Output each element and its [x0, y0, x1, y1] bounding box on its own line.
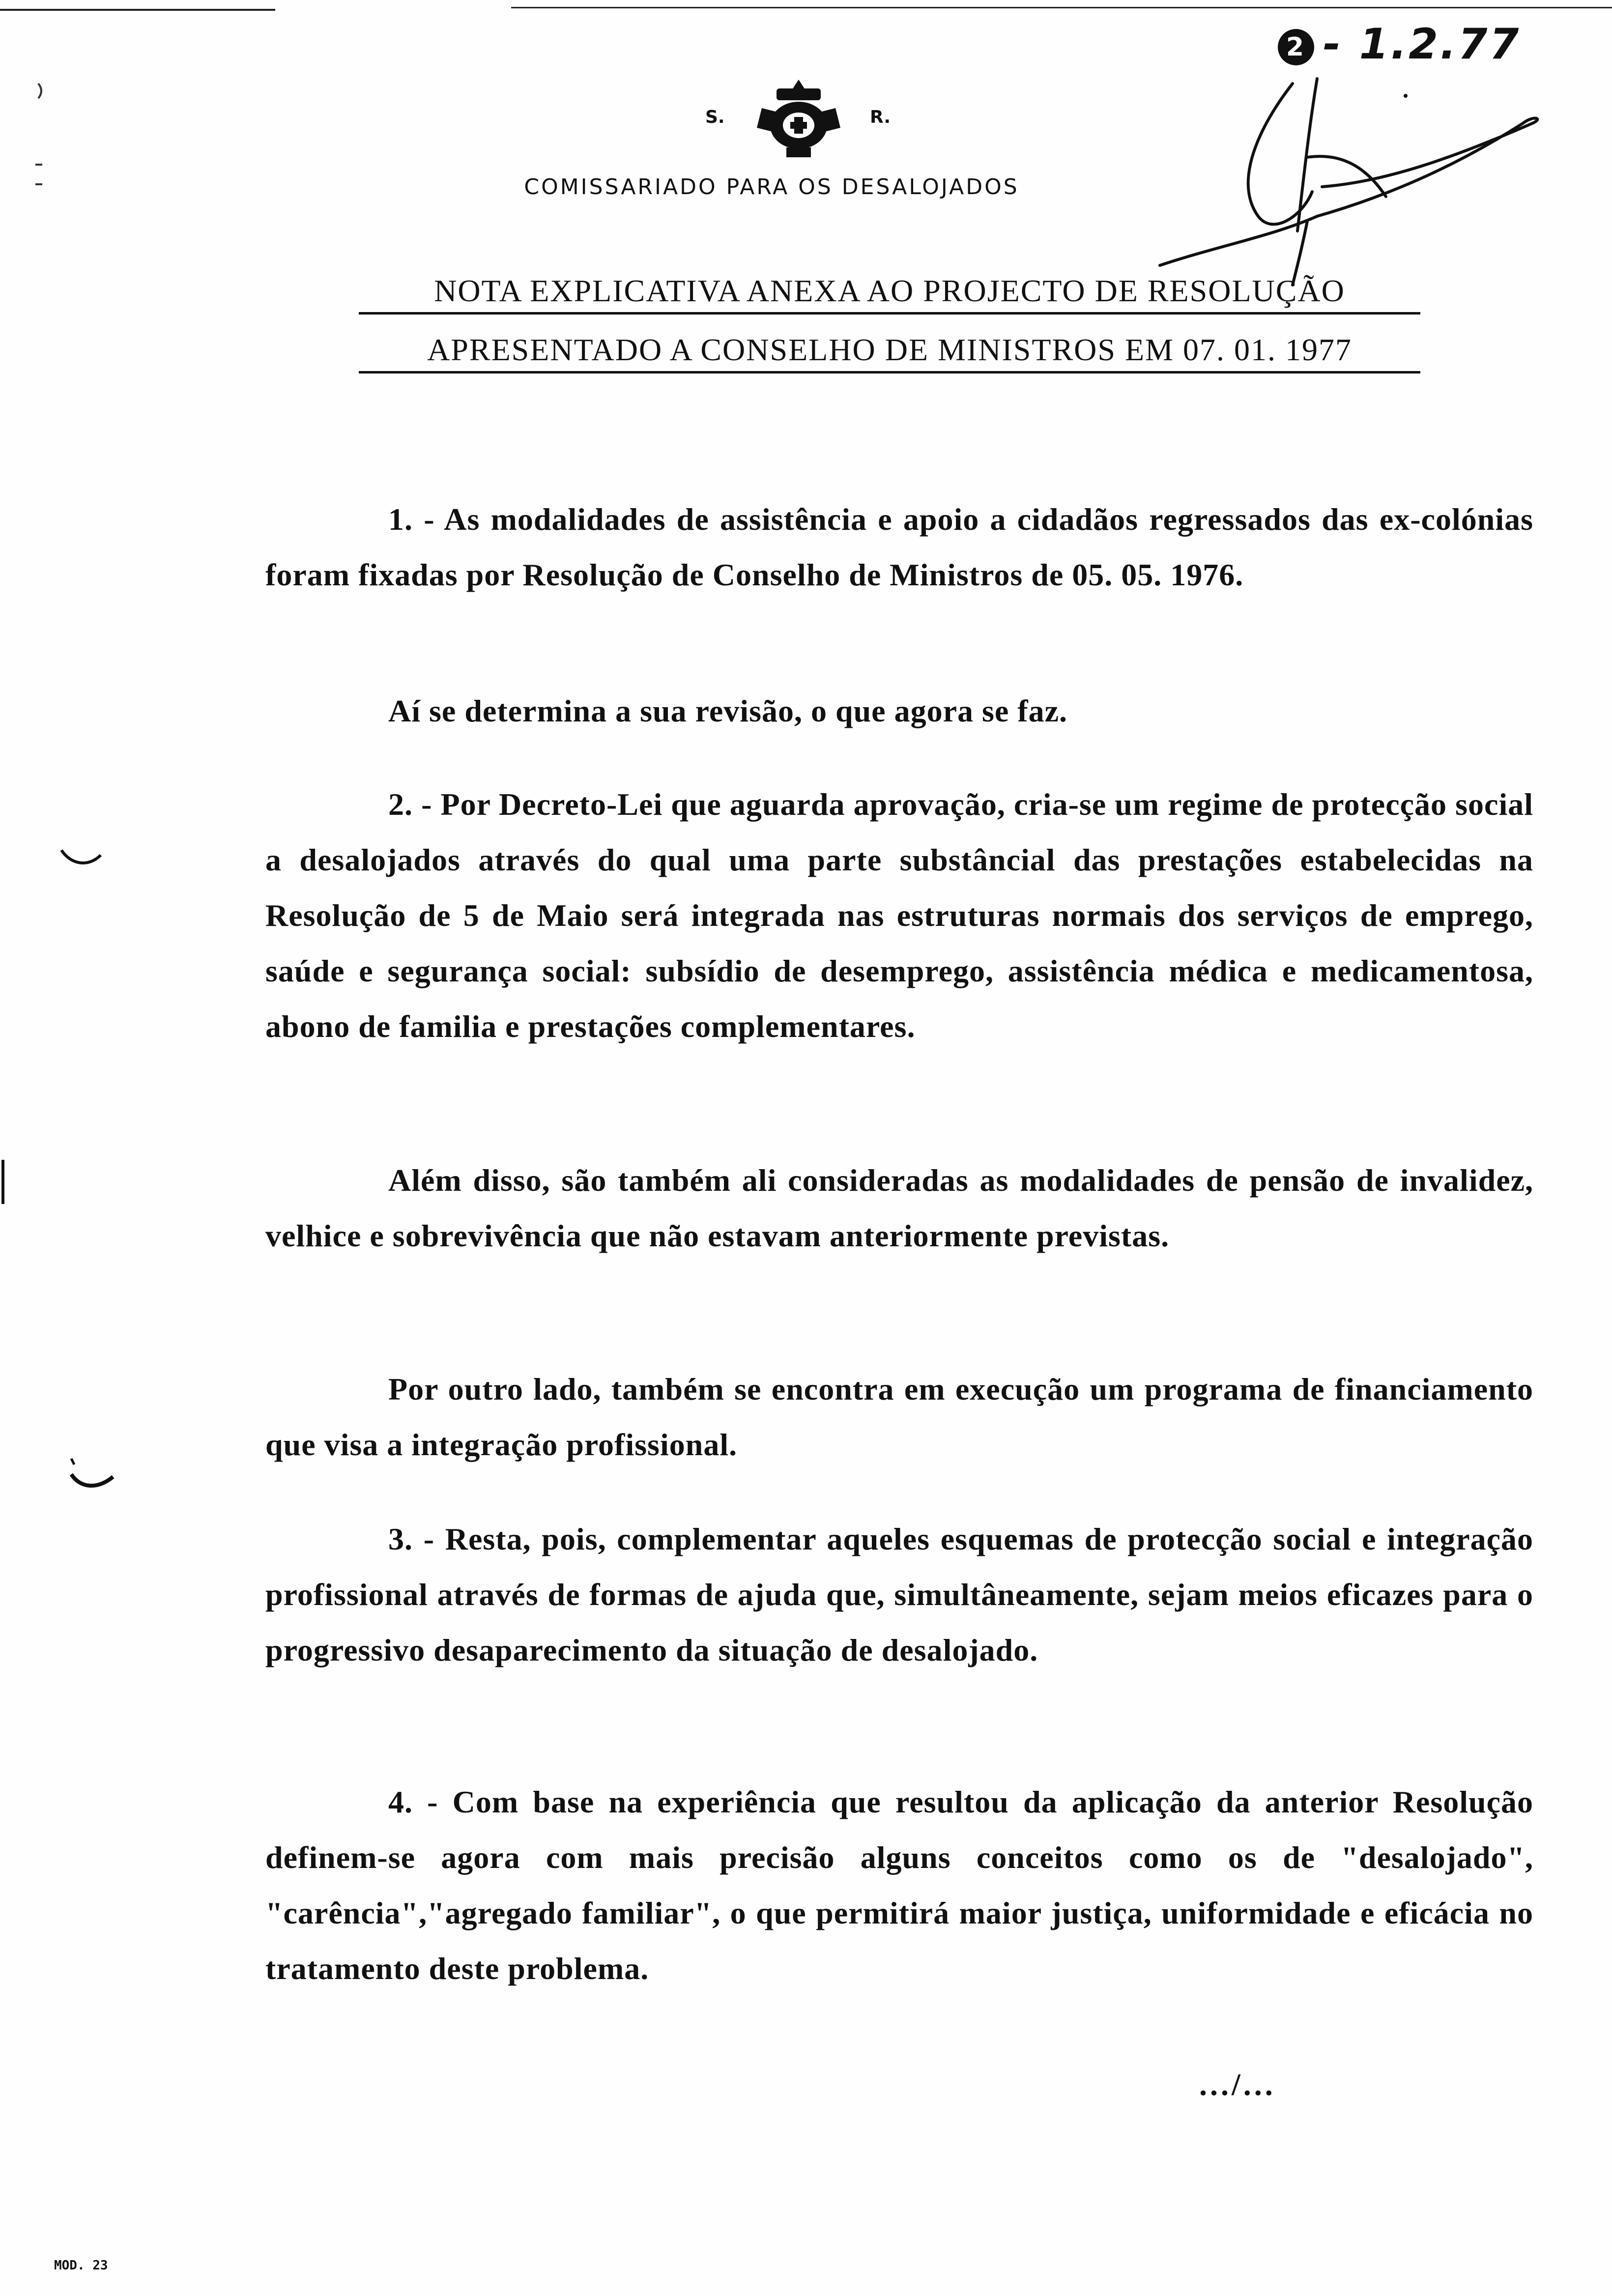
archive-reference-text: - 1.2.77	[1323, 20, 1521, 69]
punch-hole-mark-upper	[59, 845, 103, 875]
margin-bar	[0, 1160, 10, 1204]
paragraph-2b: Além disso, são também ali consideradas as modalidades de pensão de invalidez, velhice e sobrevivência que não estavam anteriormente previstas.	[265, 1163, 1533, 1253]
paragraph-3: 3. - Resta, pois, complementar aqueles esquemas de protecção social e integração profissional através de formas de ajuda que, simultâneamente, sejam meios eficazes para o progressivo desaparecimento da situação de desalojado.	[265, 1521, 1533, 1667]
handwritten-signature	[1111, 69, 1553, 295]
archive-reference	[1278, 20, 1521, 69]
paragraph-4-block	[265, 1774, 1533, 1996]
paragraph-2c: Por outro lado, também se encontra em execução um programa de financiamento que visa a integração profissional.	[265, 1372, 1533, 1462]
paragraph-2: 2. - Por Decreto-Lei que aguarda aprovação, cria-se um regime de protecção social a desalojados através do qual uma parte substâncial das prestações estabelecidas na Resolução de 5 de Maio será integrada nas estruturas normais dos serviços de emprego, saúde e segurança social: subsídio de desemprego, assistência médica e medicamentosa, abono de familia e prestações complementares.	[265, 787, 1533, 1044]
organization-name: COMISSARIADO PARA OS DESALOJADOS	[524, 174, 1019, 200]
paragraph-3-block	[265, 1511, 1533, 1678]
punch-hole-mark-lower	[66, 1455, 115, 1494]
archive-circle-number: 2	[1278, 29, 1314, 65]
margin-tick-marks	[29, 74, 59, 192]
paragraph-2b-block	[265, 1152, 1533, 1263]
document-title-line-1: NOTA EXPLICATIVA ANEXA AO PROJECTO DE RESOLUÇÃO	[359, 273, 1420, 315]
paragraph-1b: Aí se determina a sua revisão, o que agora se faz.	[388, 693, 1067, 728]
paragraph-2c-block	[265, 1361, 1533, 1472]
form-code: MOD. 23	[54, 2258, 108, 2273]
paragraph-4: 4. - Com base na experiência que resultou da aplicação da anterior Resolução definem-se agora com mais precisão alguns conceitos como os de "desalojado", "carência","agregado familiar", o que permitirá maior justiça, uniformidade e eficácia no tratamento deste problema.	[265, 1784, 1533, 1986]
paragraph-2-block	[265, 776, 1533, 1054]
header-s-letter: S.	[705, 107, 725, 127]
coat-of-arms-icon	[747, 79, 850, 162]
paragraph-1b-block	[265, 683, 1533, 739]
scan-top-line-mid	[511, 7, 1612, 8]
continuation-mark: .../...	[1199, 2067, 1276, 2102]
paragraph-1: 1. - As modalidades de assistência e apoio a cidadãos regressados das ex-colónias foram fixadas por Resolução de Conselho de Ministros de 05. 05. 1976.	[265, 502, 1533, 592]
document-title-line-2: APRESENTADO A CONSELHO DE MINISTROS EM 07. 01. 1977	[359, 332, 1420, 373]
scan-top-line-left	[0, 9, 275, 11]
header-r-letter: R.	[870, 107, 891, 127]
paragraph-1-block	[265, 491, 1533, 603]
